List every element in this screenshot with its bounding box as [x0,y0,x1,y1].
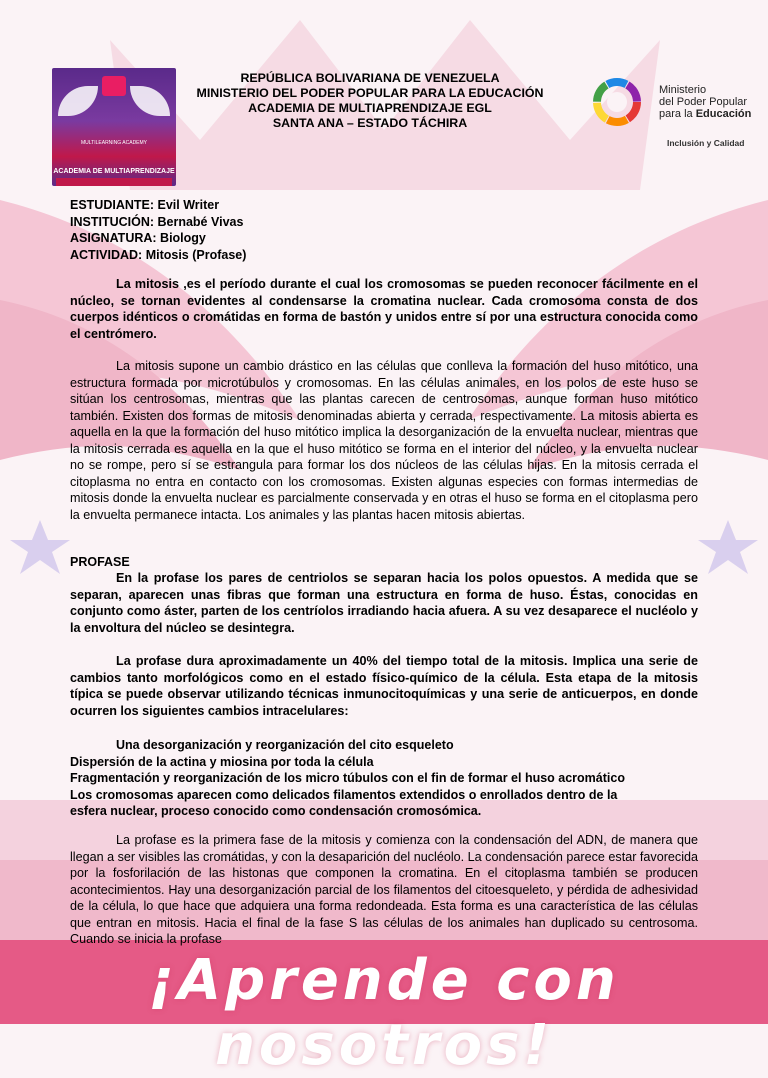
list-item: Los cromosomas aparecen como delicados filamentos extendidos o enrollados dentro de la [70,787,618,802]
subject-line: ASIGNATURA: Biology [70,231,206,245]
student-info [70,197,246,263]
logo-mini-text: MULTILEARNING ACADEMY [80,140,148,146]
institution-line: INSTITUCIÓN: Bernabé Vivas [70,214,244,229]
wing-right-icon [130,86,170,116]
paragraph-5: La profase es la primera fase de la mitosis y comienza con la condensación del ADN, de manera que llegan a ser visibles las cromátidas, y con la desaparición del nucléolo. La condensación parece estar favorecida por la fosforilación de las histonas que componen la cromatina. En el citoplasma también se producen acontecimientos. Hay una desorganización parcial de los filamentos del citoesqueleto, y pérdida de adhesividad de la célula, lo que hace que adquiera una forma redondeada. Esta forma es una característica de las células que entran en mitosis. Hacia el final de la fase S las células de los animales han duplicado su centrosoma. Cuando se inicia la profase [70,833,698,946]
paragraph-1: La mitosis ,es el período durante el cual los cromosomas se pueden reconocer fácilmente en el núcleo, se tornan evidentes al condensarse la cromatina nuclear. Cada cromosoma consta de dos cuerpos idénticos o cromátidas en forma de bastón y unidos entre sí por una estructura conocida como el centrómero. [70,277,698,341]
ministry-logo [583,70,753,150]
crown-icon [102,76,126,96]
student-line: ESTUDIANTE: Evil Writer [70,198,220,212]
paragraph-2: La mitosis supone un cambio drástico en las células que conlleva la formación del huso mitótico, una estructura formada por microtúbulos y cromosomas. En las células animales, en los polos de este huso se sitúan los centrosomas, mientras que las plantas carecen de centrosomas, aunque forman huso mitótico también. Existen dos formas de mitosis denominadas abierta y cerrada, respectivamente. La mitosis abierta es aquella en la que la formación del huso mitótico implica la desorganización de la envuelta nuclear, mientras que la mitosis cerrada es aquella en la que el huso mitótico se forma en el interior del núcleo, y la envuelta nuclear no se rompe, pero sí se estrangula para formar los dos núcleos de las células hijas. En la mitosis cerrada el citoplasma no entra en contacto con los cromosomas. Existen algunas especies con formas intermedias de mitosis donde la envuelta nuclear es parcialmente conservada y en otras el huso se forma en el citoplasma pero la envuelta permanece intacta. Los animales y las plantas hacen mitosis abiertas. [70,359,698,522]
header-line-4: SANTA ANA – ESTADO TÁCHIRA [272,116,468,130]
academy-logo [52,68,176,186]
ministry-subtitle: Inclusión y Calidad [667,138,745,148]
ministry-ring-icon [589,74,645,130]
activity-line: ACTIVIDAD: Mitosis (Profase) [70,247,247,262]
header-line-2: MINISTERIO DEL PODER POPULAR PARA LA EDUCACIÓN [196,86,544,100]
list-item: esfera nuclear, proceso conocido como condensación cromosómica. [70,804,482,818]
list-item: Una desorganización y reorganización del cito esqueleto [116,738,454,752]
watermark-slogan: ¡Aprende con nosotros! [148,948,620,1078]
list-item: Fragmentación y reorganización de los micro túbulos con el fin de formar el huso acromático [70,771,625,785]
logo-name: ACADEMIA DE MULTIAPRENDIZAJE [53,168,175,175]
ministry-line-3: para la Educación [659,108,752,120]
wing-left-icon [58,86,98,116]
logo-banner [56,178,172,186]
ministry-name [659,84,751,120]
paragraph-4: La profase dura aproximadamente un 40% del tiempo total de la mitosis. Implica una serie de cambios tanto morfológicos como en el estado físico-químico de la célula. Esta etapa de la mitosis típica se puede observar utilizando técnicas inmunocitoquímicas y una serie de anticuerpos, en donde ocurren los siguientes cambios intracelulares: [70,654,698,718]
header-line-1: REPÚBLICA BOLIVARIANA DE VENEZUELA [240,71,500,85]
section-title: PROFASE [70,555,130,569]
changes-list [70,737,698,820]
ministry-line-2: del Poder Popular [659,96,748,108]
ministry-line-1: Ministerio [659,84,707,96]
paragraph-3: En la profase los pares de centriolos se separan hacia los polos opuestos. A medida que se separan, aparecen unas fibras que forman una estructura en forma de huso. Éstas, conocidas en conjunto como áster, parten de los centríolos irradiando hacia afuera. A su vez desaparece el nucléolo y la envoltura del núcleo se desintegra. [70,571,698,635]
header-line-3: ACADEMIA DE MULTIAPRENDIZAJE EGL [248,101,492,115]
document-header [180,71,560,131]
list-item: Dispersión de la actina y miosina por toda la célula [70,754,374,769]
